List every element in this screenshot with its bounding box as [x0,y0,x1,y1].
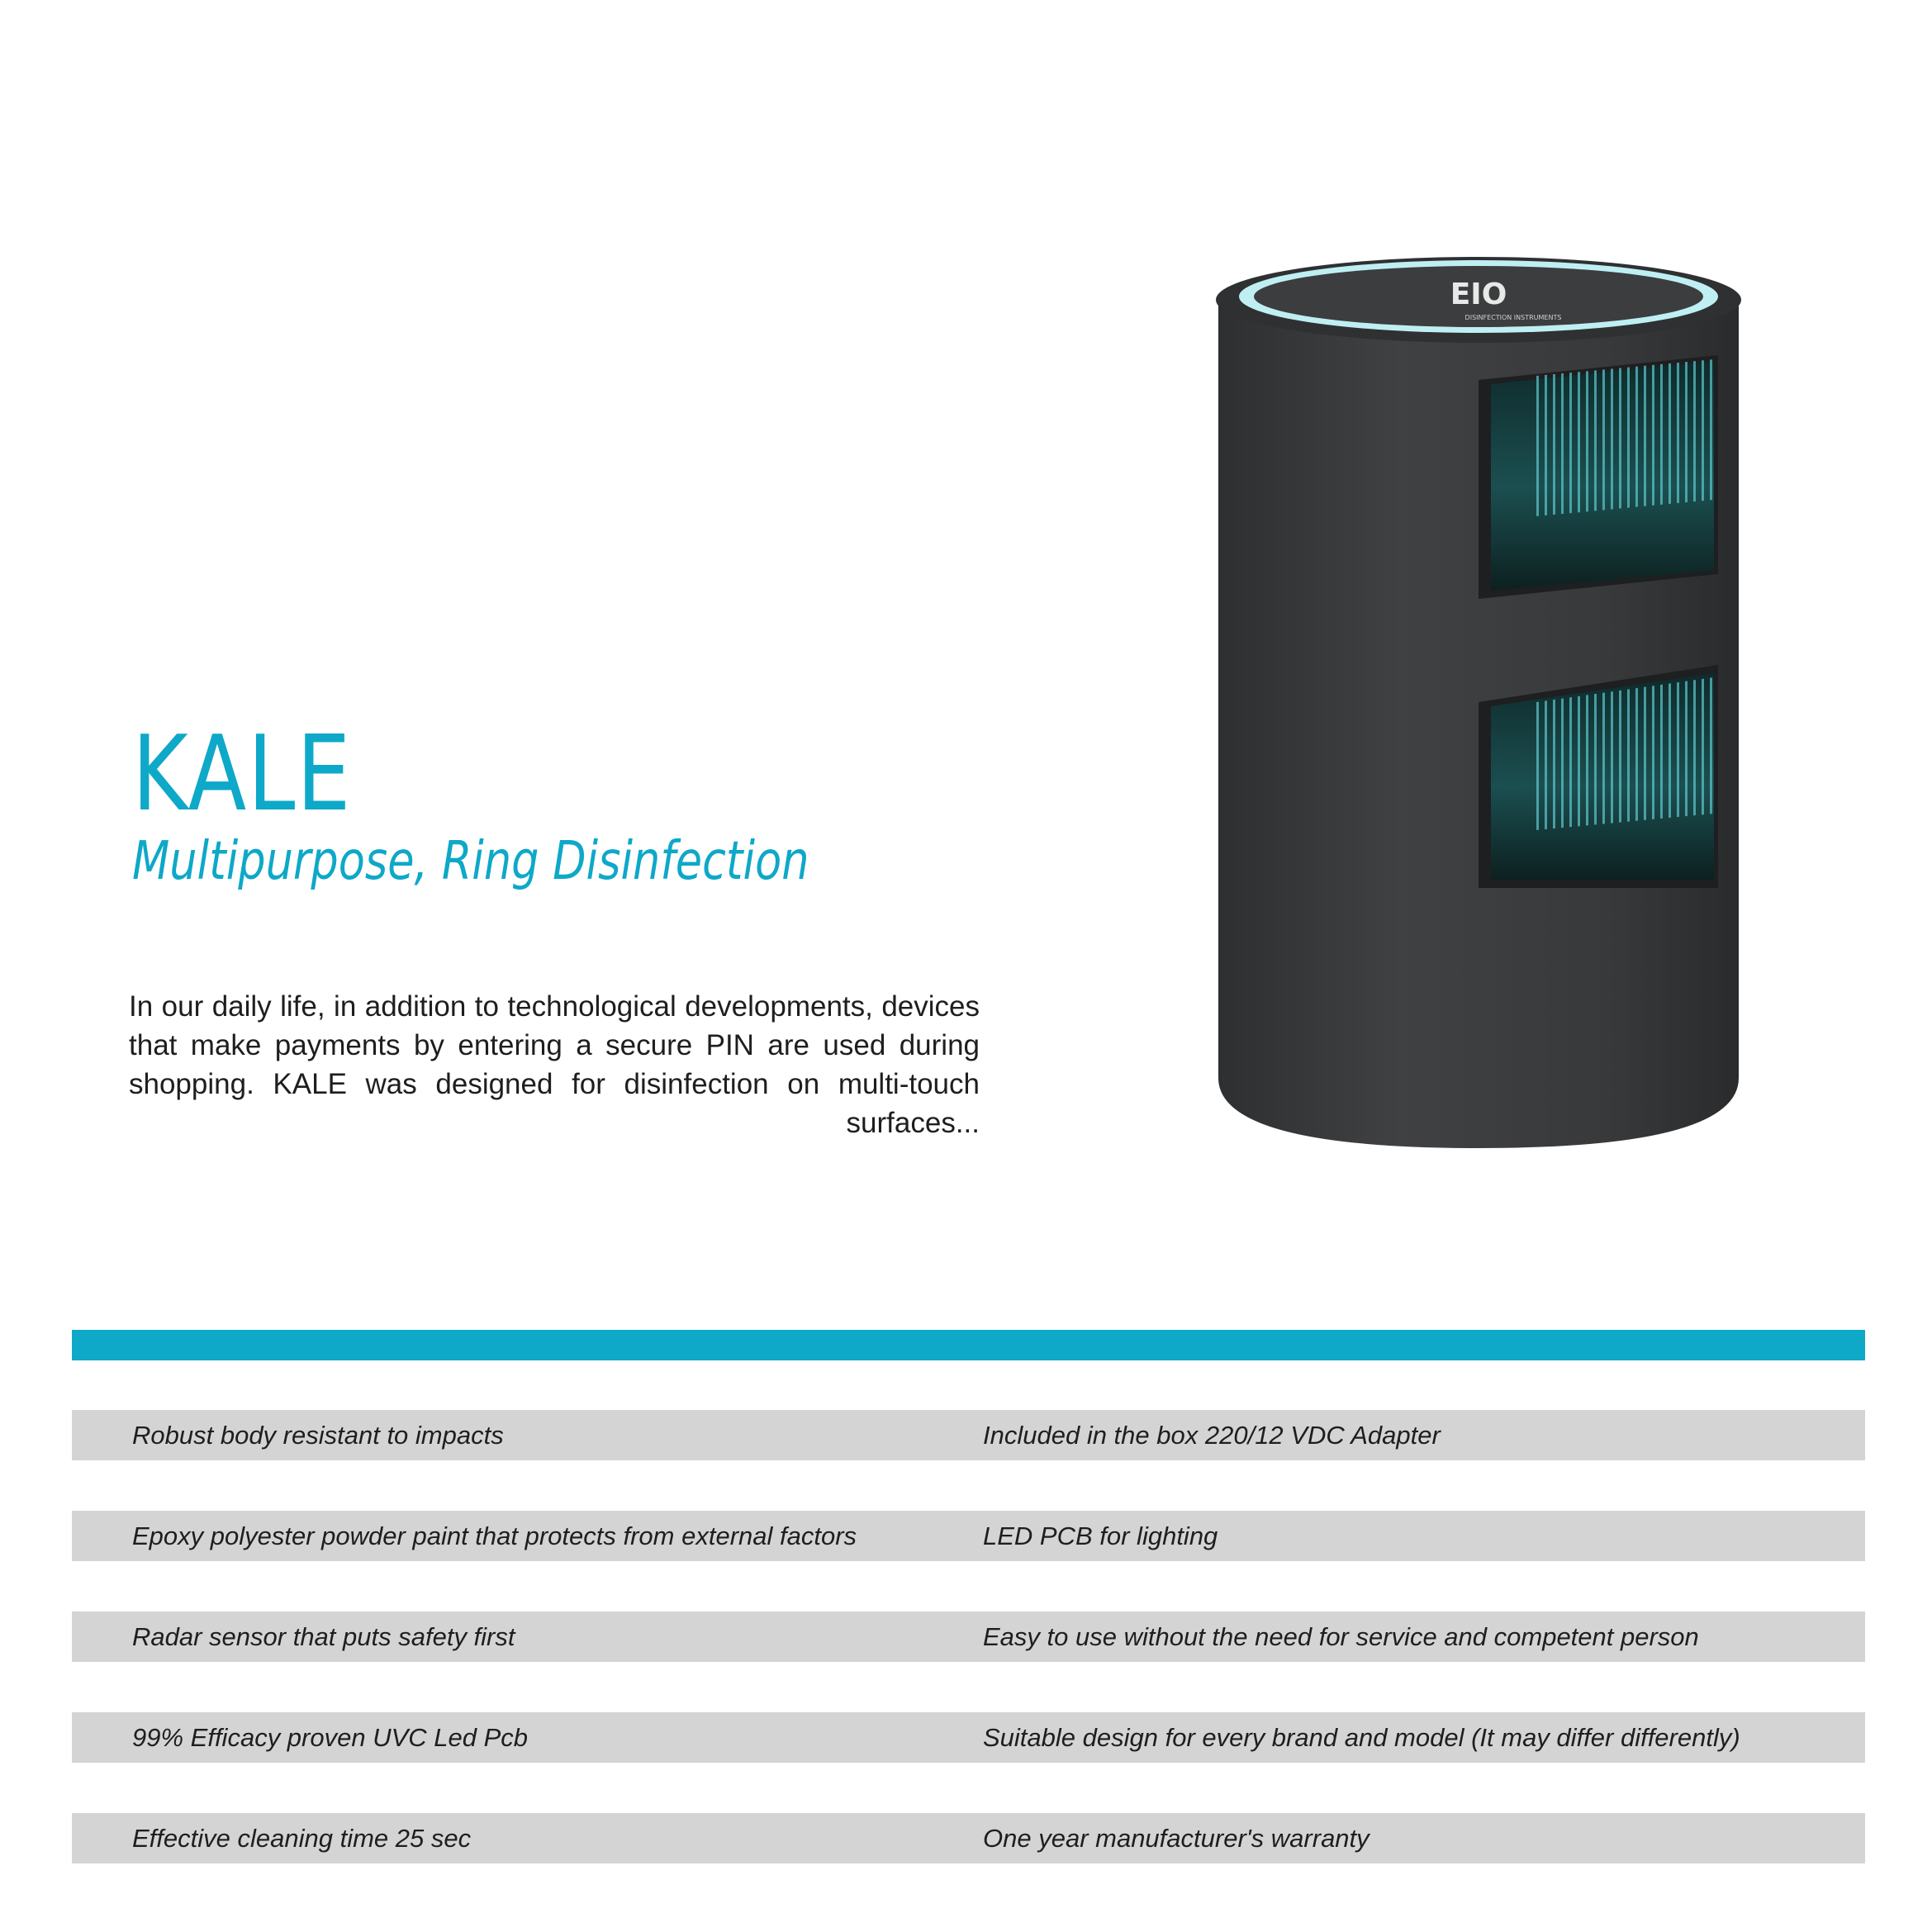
feature-item: Robust body resistant to impacts [132,1421,504,1450]
upper-uv-slot [1479,355,1718,599]
product-subtitle: Multipurpose, Ring Disinfection [132,831,809,892]
product-description: In our daily life, in addition to technological developments, devices that make payments by entering a secure PIN are used during shopping. KALE was designed for disinfection on multi-touch surfaces... [129,990,980,1139]
product-image [1206,252,1751,1185]
feature-row [72,1712,1865,1763]
feature-item: One year manufacturer's warranty [983,1824,1369,1853]
feature-item: 99% Efficacy proven UVC Led Pcb [132,1723,529,1752]
product-title: KALE [132,713,353,834]
svg-text:EIO: EIO [1450,278,1507,311]
feature-item: Epoxy polyester powder paint that protects from external factors [132,1521,857,1550]
svg-text:DISINFECTION INSTRUMENTS: DISINFECTION INSTRUMENTS [1464,314,1562,321]
feature-row [72,1612,1865,1662]
accent-divider [72,1330,1865,1360]
feature-item: Effective cleaning time 25 sec [132,1824,472,1853]
feature-item: Easy to use without the need for service and competent person [983,1622,1699,1651]
feature-item: Radar sensor that puts safety first [132,1622,515,1651]
lower-uv-slot [1479,665,1718,888]
feature-row [72,1410,1865,1460]
feature-row [72,1813,1865,1863]
feature-item: Included in the box 220/12 VDC Adapter [983,1421,1441,1450]
feature-item: LED PCB for lighting [983,1521,1218,1550]
feature-row [72,1511,1865,1561]
feature-item: Suitable design for every brand and model (It may differ differently) [983,1723,1740,1752]
